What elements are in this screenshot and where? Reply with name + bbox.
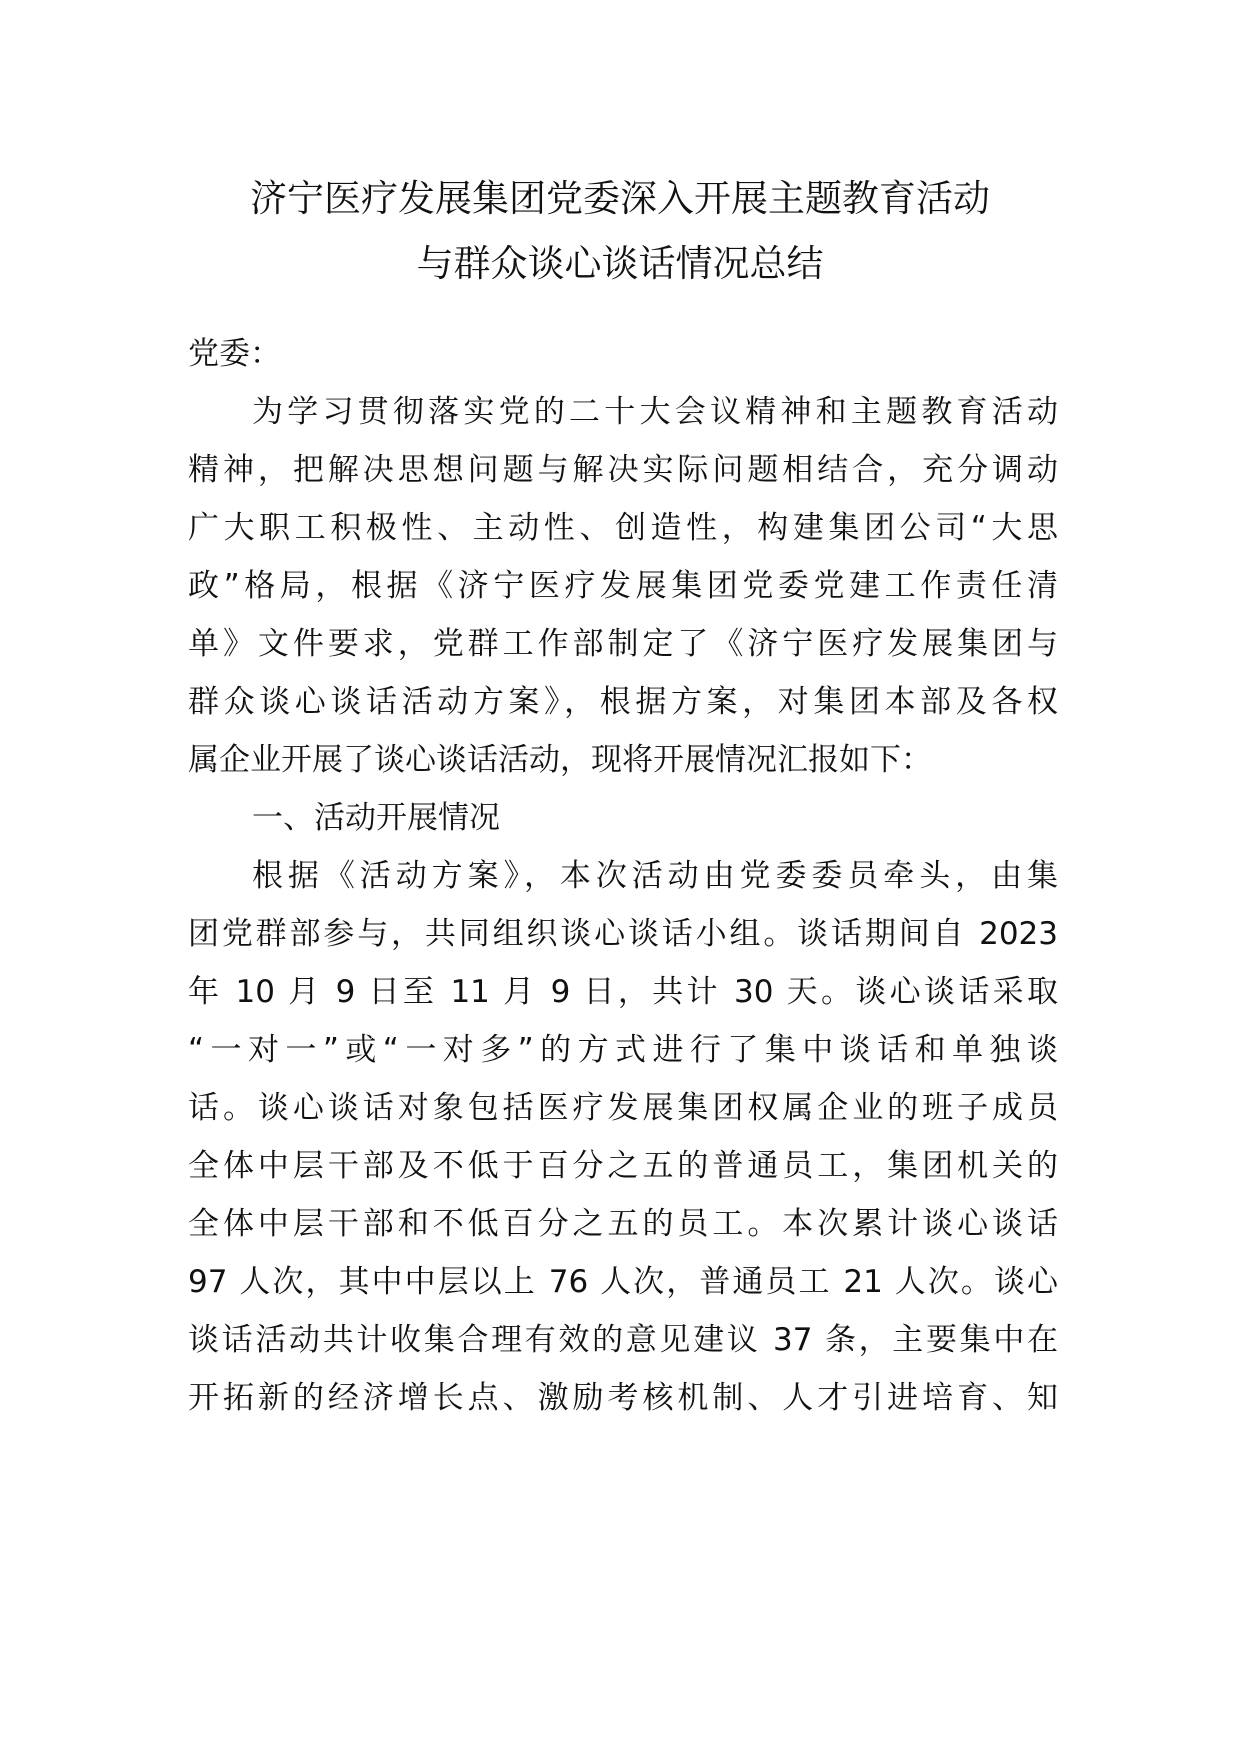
body-line-7: 属企业开展了谈心谈话活动，现将开展情况汇报如下：: [188, 742, 932, 778]
body-line-5: 单》文件要求，党群工作部制定了《济宁医疗发展集团与: [188, 626, 1058, 662]
body-line-12: “一对一”或“一对多”的方式进行了集中谈话和单独谈: [188, 1032, 1058, 1068]
document-title-line-2: 与群众谈心谈话情况总结: [416, 242, 824, 285]
body-line-1: 为学习贯彻落实党的二十大会议精神和主题教育活动: [252, 394, 1058, 430]
body-line-4: 政”格局，根据《济宁医疗发展集团党委党建工作责任清: [188, 568, 1058, 604]
body-line-13: 话。谈心谈话对象包括医疗发展集团权属企业的班子成员: [188, 1090, 1058, 1126]
body-line-14: 全体中层干部及不低于百分之五的普通员工，集团机关的: [188, 1148, 1058, 1184]
body-line-11: 年 10 月 9 日至 11 月 9 日，共计 30 天。谈心谈话采取: [188, 974, 1058, 1010]
document-title-line-1: 济宁医疗发展集团党委深入开展主题教育活动: [250, 177, 990, 220]
salutation: 党委：: [188, 336, 281, 372]
body-line-9: 根据《活动方案》，本次活动由党委委员牵头，由集: [252, 858, 1058, 894]
body-line-2: 精神，把解决思想问题与解决实际问题相结合，充分调动: [188, 452, 1058, 488]
body-line-17: 谈话活动共计收集合理有效的意见建议 37 条，主要集中在: [188, 1322, 1058, 1358]
body-line-3: 广大职工积极性、主动性、创造性，构建集团公司“大思: [188, 510, 1058, 546]
body-line-10: 团党群部参与，共同组织谈心谈话小组。谈话期间自 2023: [188, 916, 1058, 952]
body-line-18: 开拓新的经济增长点、激励考核机制、人才引进培育、知: [188, 1380, 1058, 1416]
body-line-15: 全体中层干部和不低百分之五的员工。本次累计谈心谈话: [188, 1206, 1058, 1242]
body-line-16: 97 人次，其中中层以上 76 人次，普通员工 21 人次。谈心: [188, 1264, 1058, 1300]
section-heading: 一、活动开展情况: [252, 800, 500, 836]
body-line-6: 群众谈心谈话活动方案》，根据方案，对集团本部及各权: [188, 684, 1058, 720]
